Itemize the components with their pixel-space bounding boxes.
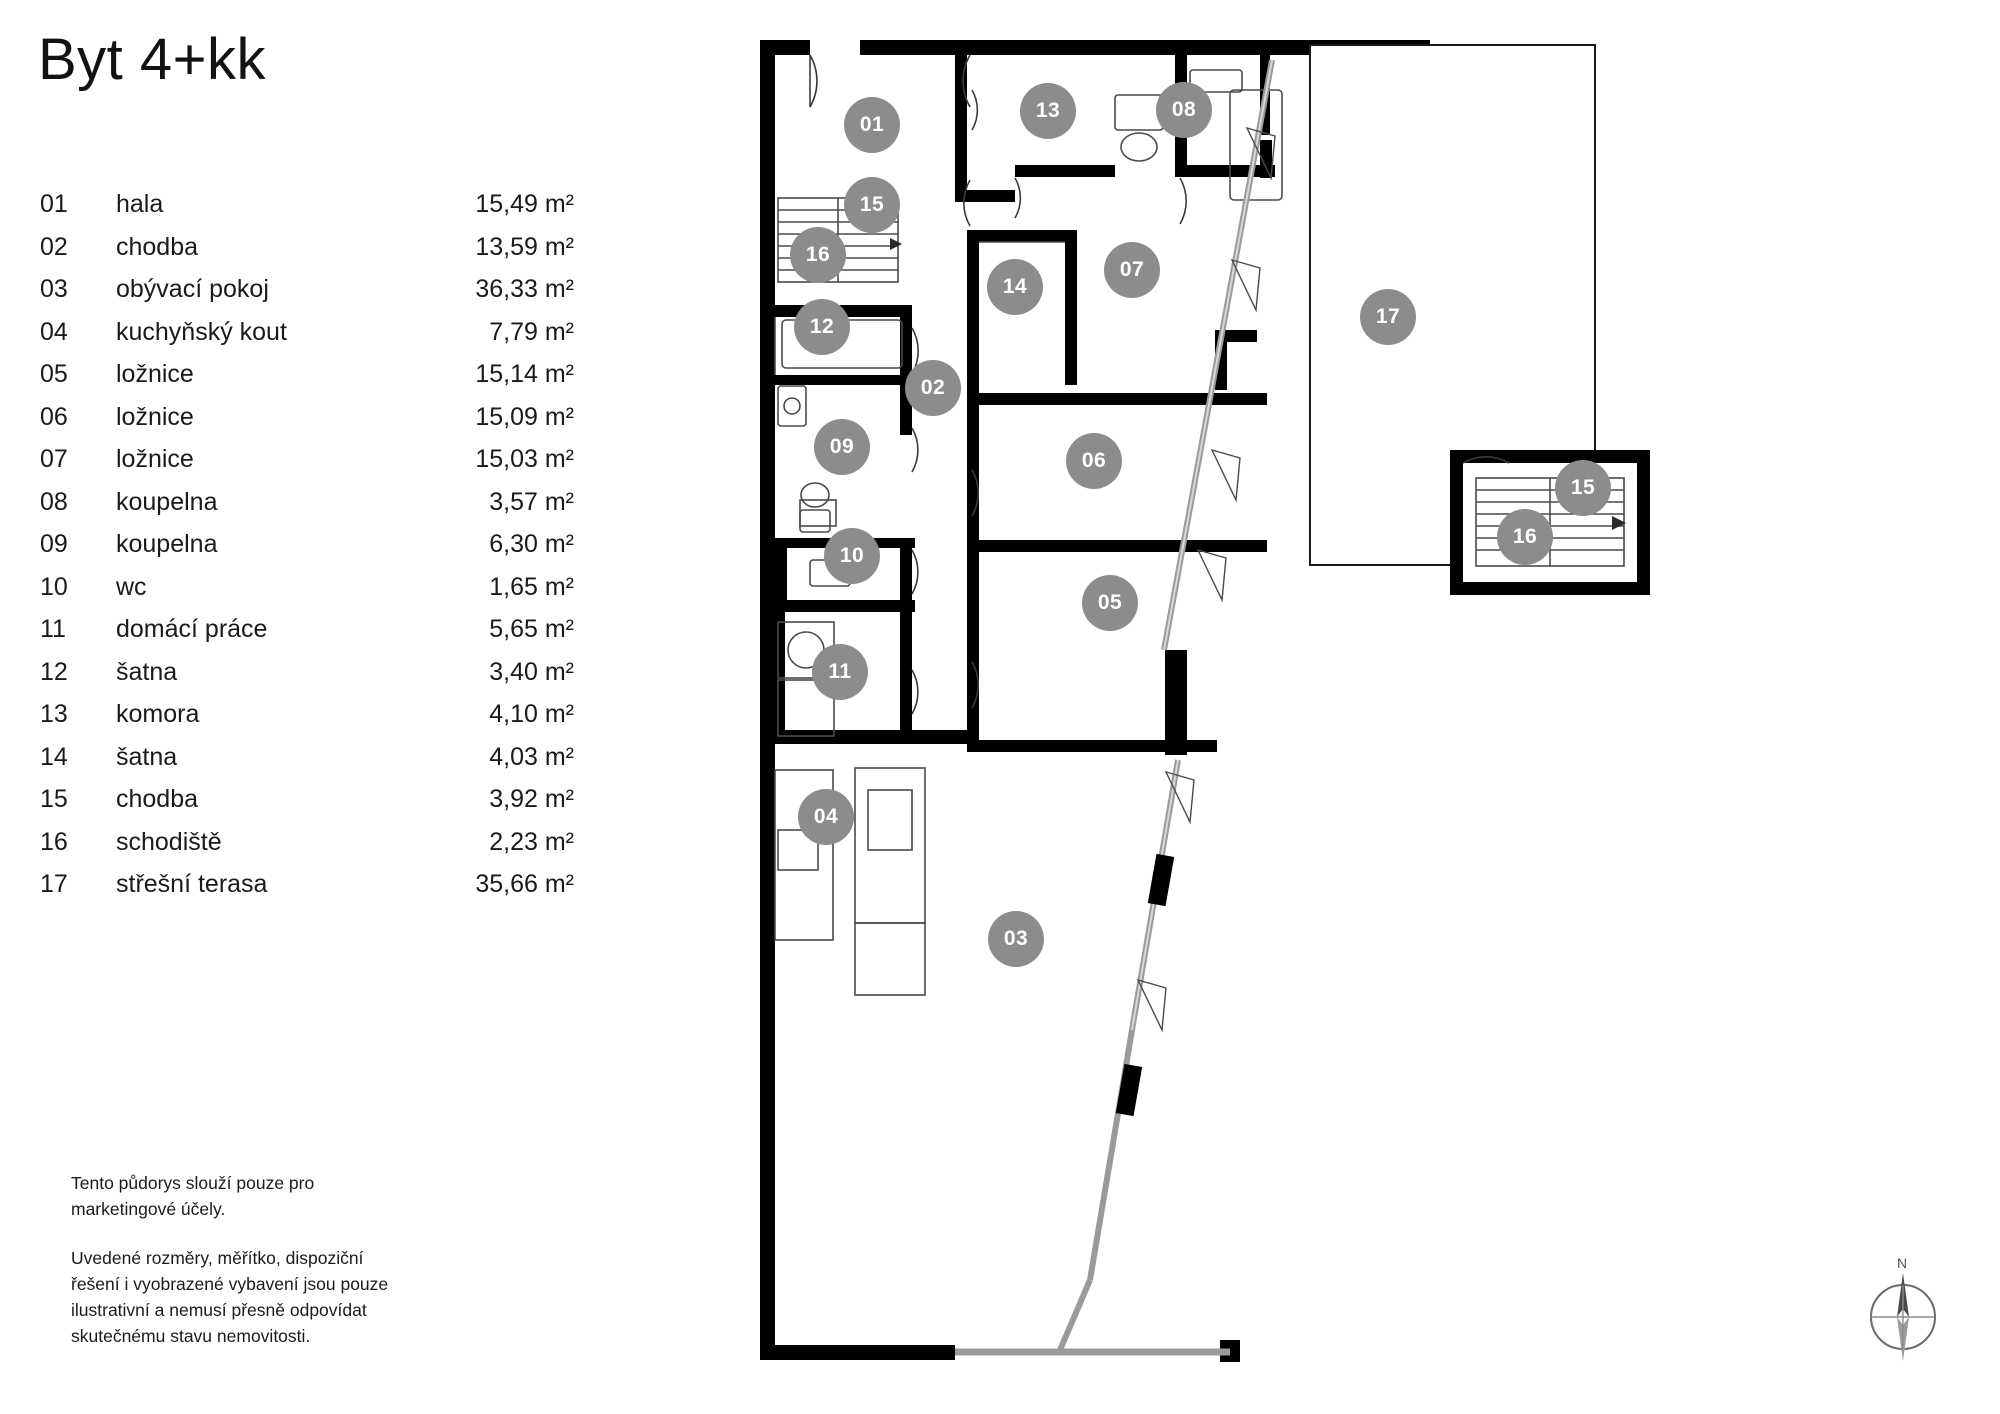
stair-block (1450, 450, 1650, 595)
room-badge-07[interactable]: 07 (1104, 242, 1160, 298)
floorplan-drawing (760, 30, 1970, 1390)
room-badge-11[interactable]: 11 (812, 644, 868, 700)
legend-label: koupelna (116, 487, 218, 516)
list-item (40, 615, 580, 658)
legend-label: chodba (116, 785, 199, 813)
room-badge-03[interactable]: 03 (988, 911, 1044, 967)
legend-number: 17 (40, 870, 68, 898)
legend-label: schodiště (116, 827, 222, 856)
list-item (40, 275, 580, 318)
legend-label: koupelna (116, 530, 218, 558)
legend-area: 35,66 m² (475, 870, 574, 898)
legend-area: 15,09 m² (475, 402, 574, 431)
legend-area: 4,03 m² (489, 742, 574, 771)
legend-area: 6,30 m² (489, 530, 574, 558)
legend-number: 10 (40, 572, 68, 601)
legend-number: 12 (40, 657, 68, 686)
legend-number: 09 (40, 530, 68, 558)
room-badge-15-secondary[interactable]: 15 (1555, 460, 1611, 516)
legend-number: 03 (40, 275, 68, 303)
legend-area: 2,23 m² (489, 827, 574, 856)
room-badge-15[interactable]: 15 (844, 177, 900, 233)
legend-label: obývací pokoj (116, 275, 269, 303)
legend-label: šatna (116, 657, 178, 686)
legend-number: 02 (40, 232, 68, 261)
list-item (40, 870, 580, 913)
list-item (40, 190, 580, 233)
list-item (40, 700, 580, 743)
room-badge-16-secondary[interactable]: 16 (1497, 509, 1553, 565)
page-title: Byt 4+kk (38, 27, 267, 92)
legend-number: 15 (40, 785, 68, 813)
legend-label: ložnice (116, 360, 194, 388)
legend-label: střešní terasa (116, 870, 268, 898)
legend-label: komora (116, 700, 200, 728)
room-badge-14[interactable]: 14 (987, 259, 1043, 315)
legend-number: 01 (40, 190, 68, 218)
legend-number: 05 (40, 360, 68, 388)
legend-area: 15,49 m² (475, 190, 574, 218)
list-item (40, 403, 580, 446)
legend-number: 11 (40, 615, 66, 643)
room-badge-16[interactable]: 16 (790, 227, 846, 283)
legend-label: chodba (116, 232, 199, 261)
room-badge-01[interactable]: 01 (844, 97, 900, 153)
list-item (40, 360, 580, 403)
legend-area: 1,65 m² (489, 572, 574, 601)
list-item (40, 743, 580, 786)
list-item (40, 488, 580, 531)
legend-number: 08 (40, 487, 68, 516)
legend-label: ložnice (116, 445, 194, 473)
legend-area: 15,03 m² (475, 445, 574, 473)
list-item (40, 573, 580, 616)
room-badge-08[interactable]: 08 (1156, 82, 1212, 138)
list-item (40, 658, 580, 701)
compass-icon (1855, 1255, 1951, 1365)
list-item (40, 828, 580, 871)
legend-label: kuchyňský kout (116, 317, 287, 346)
list-item (40, 785, 580, 828)
room-badge-06[interactable]: 06 (1066, 433, 1122, 489)
legend-label: domácí práce (116, 615, 268, 643)
legend-number: 07 (40, 445, 68, 473)
room-badge-02[interactable]: 02 (905, 360, 961, 416)
legend-area: 3,92 m² (489, 785, 574, 813)
disclaimer (71, 1170, 411, 1350)
legend-area: 4,10 m² (489, 700, 574, 728)
legend-area: 7,79 m² (489, 317, 574, 346)
disclaimer-line-2: Uvedené rozměry, měřítko, dispoziční řešení i vyobrazené vybavení jsou pouze ilustrativní a nemusí přesně odpovídat skutečnému stavu nemovitosti. (71, 1247, 389, 1347)
compass-north-label: N (1897, 1255, 1908, 1271)
room-badge-12[interactable]: 12 (794, 299, 850, 355)
legend-number: 16 (40, 827, 68, 856)
list-item (40, 318, 580, 361)
legend-label: wc (116, 572, 147, 601)
room-badge-04[interactable]: 04 (798, 789, 854, 845)
room-badge-10[interactable]: 10 (824, 528, 880, 584)
list-item (40, 530, 580, 573)
legend-area: 15,14 m² (475, 360, 574, 388)
legend-label: ložnice (116, 402, 194, 431)
legend-area: 5,65 m² (489, 615, 574, 643)
room-badge-17[interactable]: 17 (1360, 289, 1416, 345)
legend-label: hala (116, 190, 164, 218)
disclaimer-line-1: Tento půdorys slouží pouze pro marketingové účely. (71, 1173, 315, 1220)
legend-area: 3,40 m² (489, 657, 574, 686)
legend-number: 13 (40, 700, 68, 728)
legend-label: šatna (116, 742, 178, 771)
legend-number: 04 (40, 317, 68, 346)
legend-area: 13,59 m² (475, 232, 574, 261)
room-legend (40, 190, 580, 913)
room-badge-09[interactable]: 09 (814, 419, 870, 475)
compass-rose (1855, 1255, 1951, 1365)
list-item (40, 445, 580, 488)
legend-area: 36,33 m² (475, 275, 574, 303)
room-badge-05[interactable]: 05 (1082, 575, 1138, 631)
legend-number: 06 (40, 402, 68, 431)
floorplan-svg (760, 30, 1970, 1390)
room-badge-13[interactable]: 13 (1020, 83, 1076, 139)
legend-area: 3,57 m² (489, 487, 574, 516)
info-panel (38, 27, 598, 1370)
legend-number: 14 (40, 742, 68, 771)
list-item (40, 233, 580, 276)
